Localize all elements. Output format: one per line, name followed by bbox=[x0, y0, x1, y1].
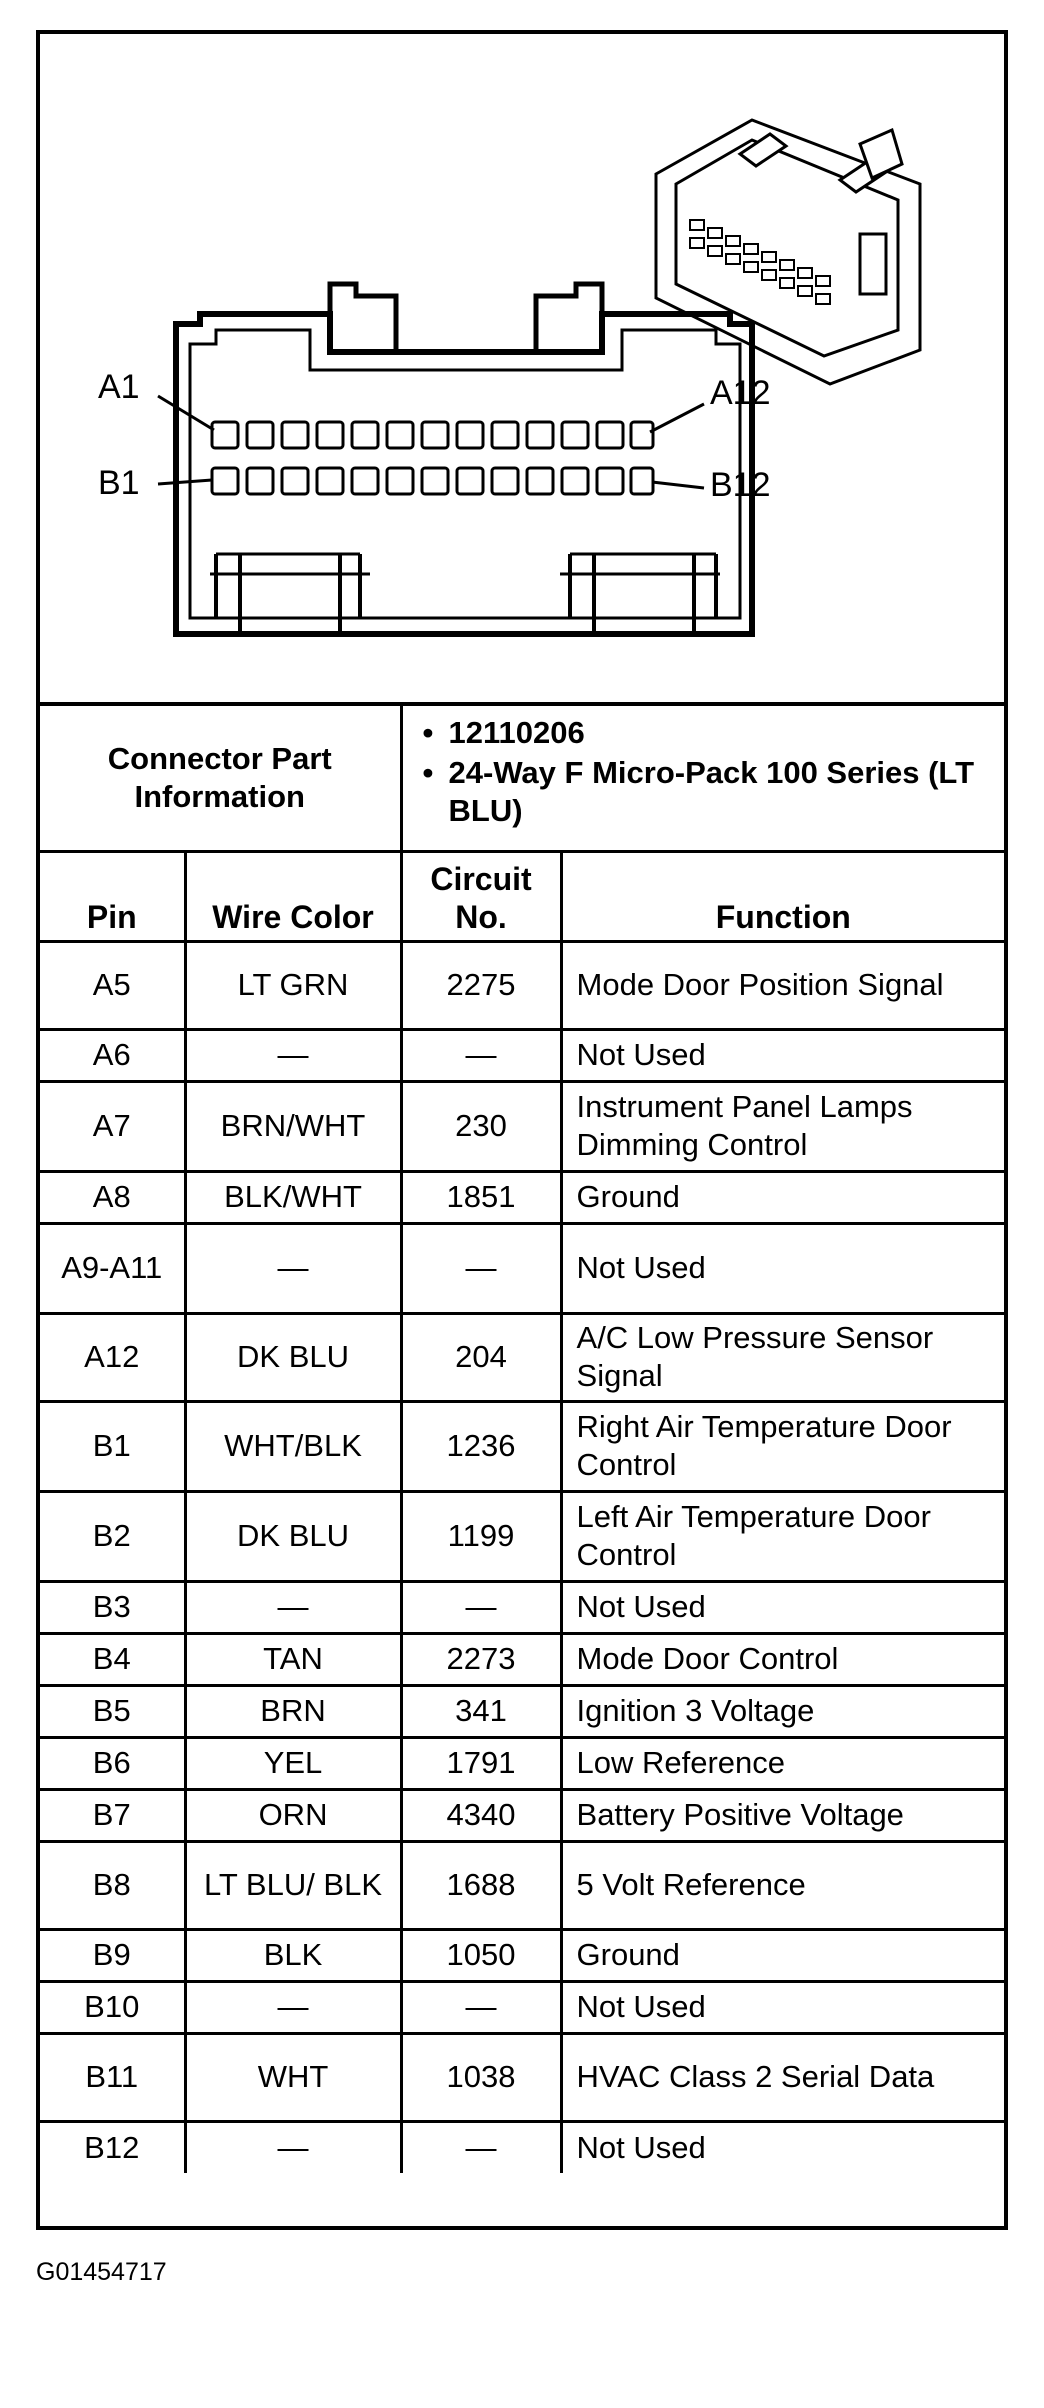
pin-cell: B8 bbox=[40, 1841, 185, 1929]
wire-color-cell: — bbox=[185, 2121, 401, 2173]
pin-label-a1: A1 bbox=[98, 368, 140, 406]
pin-cell: B10 bbox=[40, 1981, 185, 2033]
wire-color-cell: YEL bbox=[185, 1737, 401, 1789]
circuit-cell: 1688 bbox=[401, 1841, 561, 1929]
circuit-cell: 2273 bbox=[401, 1633, 561, 1685]
circuit-cell: 341 bbox=[401, 1685, 561, 1737]
connector-info-list bbox=[401, 706, 1004, 851]
table-row bbox=[40, 1171, 1004, 1223]
connector-face bbox=[176, 284, 752, 634]
table-row bbox=[40, 1581, 1004, 1633]
connector-info-item: • 12110206 bbox=[422, 715, 585, 750]
table-row bbox=[40, 2121, 1004, 2173]
circuit-cell: 1050 bbox=[401, 1929, 561, 1981]
function-cell: Not Used bbox=[561, 1223, 1004, 1313]
pin-cell: A5 bbox=[40, 941, 185, 1029]
connector-diagram bbox=[40, 34, 1004, 706]
pin-cell: B7 bbox=[40, 1789, 185, 1841]
wire-color-cell: LT GRN bbox=[185, 941, 401, 1029]
pin-cell: B9 bbox=[40, 1929, 185, 1981]
pin-label-a12: A12 bbox=[710, 374, 771, 412]
table-row bbox=[40, 1789, 1004, 1841]
function-cell: Ignition 3 Voltage bbox=[561, 1685, 1004, 1737]
pin-label-b12: B12 bbox=[710, 466, 771, 504]
pin-cell: A8 bbox=[40, 1171, 185, 1223]
circuit-cell: — bbox=[401, 1581, 561, 1633]
function-cell: Ground bbox=[561, 1929, 1004, 1981]
function-cell: Not Used bbox=[561, 1581, 1004, 1633]
header-wire-color: Wire Color bbox=[185, 851, 401, 941]
wire-color-cell: — bbox=[185, 1029, 401, 1081]
function-cell: HVAC Class 2 Serial Data bbox=[561, 2033, 1004, 2121]
header-pin: Pin bbox=[40, 851, 185, 941]
wire-color-cell: — bbox=[185, 1981, 401, 2033]
wire-color-cell: WHT bbox=[185, 2033, 401, 2121]
wire-color-cell: BLK/WHT bbox=[185, 1171, 401, 1223]
circuit-cell: 1851 bbox=[401, 1171, 561, 1223]
function-cell: Instrument Panel Lamps Dimming Control bbox=[561, 1081, 1004, 1171]
pin-cell: B4 bbox=[40, 1633, 185, 1685]
function-cell: A/C Low Pressure Sensor Signal bbox=[561, 1313, 1004, 1401]
pin-cell: B11 bbox=[40, 2033, 185, 2121]
wire-color-cell: DK BLU bbox=[185, 1313, 401, 1401]
pin-table bbox=[40, 706, 1004, 2173]
function-cell: Left Air Temperature Door Control bbox=[561, 1491, 1004, 1581]
table-row bbox=[40, 1981, 1004, 2033]
function-cell: Mode Door Control bbox=[561, 1633, 1004, 1685]
pin-cell: B12 bbox=[40, 2121, 185, 2173]
connector-part-number: 12110206 bbox=[448, 715, 585, 750]
circuit-cell: 1791 bbox=[401, 1737, 561, 1789]
circuit-cell: — bbox=[401, 1981, 561, 2033]
pin-cell: A12 bbox=[40, 1313, 185, 1401]
table-row bbox=[40, 1491, 1004, 1581]
connector-info-row bbox=[40, 706, 1004, 851]
function-cell: 5 Volt Reference bbox=[561, 1841, 1004, 1929]
table-row bbox=[40, 2033, 1004, 2121]
wire-color-cell: ORN bbox=[185, 1789, 401, 1841]
table-row bbox=[40, 1081, 1004, 1171]
circuit-cell: 230 bbox=[401, 1081, 561, 1171]
circuit-cell: — bbox=[401, 1223, 561, 1313]
header-circuit-no: Circuit No. bbox=[401, 851, 561, 941]
pin-cell: A9-A11 bbox=[40, 1223, 185, 1313]
circuit-cell: 1236 bbox=[401, 1401, 561, 1491]
table-row bbox=[40, 1841, 1004, 1929]
circuit-cell: — bbox=[401, 1029, 561, 1081]
wire-color-cell: — bbox=[185, 1223, 401, 1313]
table-row bbox=[40, 1313, 1004, 1401]
connector-face-drawing bbox=[40, 34, 1004, 702]
wire-color-cell: DK BLU bbox=[185, 1491, 401, 1581]
circuit-cell: 4340 bbox=[401, 1789, 561, 1841]
pin-cell: B2 bbox=[40, 1491, 185, 1581]
table-row bbox=[40, 941, 1004, 1029]
circuit-cell: 1038 bbox=[401, 2033, 561, 2121]
connector-frame bbox=[36, 30, 1008, 2230]
wire-color-cell: BRN/WHT bbox=[185, 1081, 401, 1171]
connector-isometric-view bbox=[656, 120, 920, 384]
pin-cell: B3 bbox=[40, 1581, 185, 1633]
pin-cell: B5 bbox=[40, 1685, 185, 1737]
wire-color-cell: BLK bbox=[185, 1929, 401, 1981]
function-cell: Not Used bbox=[561, 1029, 1004, 1081]
function-cell: Not Used bbox=[561, 1981, 1004, 2033]
wire-color-cell: TAN bbox=[185, 1633, 401, 1685]
wire-color-cell: WHT/BLK bbox=[185, 1401, 401, 1491]
connector-info-label: Connector Part Information bbox=[40, 706, 401, 851]
function-cell: Not Used bbox=[561, 2121, 1004, 2173]
function-cell: Right Air Temperature Door Control bbox=[561, 1401, 1004, 1491]
circuit-cell: 1199 bbox=[401, 1491, 561, 1581]
table-row bbox=[40, 1029, 1004, 1081]
figure-id: G01454717 bbox=[36, 2258, 167, 2286]
connector-description: 24-Way F Micro-Pack 100 Series (LT BLU) bbox=[448, 755, 975, 828]
table-header-row bbox=[40, 851, 1004, 941]
pin-cell: A7 bbox=[40, 1081, 185, 1171]
circuit-cell: 2275 bbox=[401, 941, 561, 1029]
function-cell: Mode Door Position Signal bbox=[561, 941, 1004, 1029]
table-row bbox=[40, 1929, 1004, 1981]
wire-color-cell: BRN bbox=[185, 1685, 401, 1737]
pin-cell: A6 bbox=[40, 1029, 185, 1081]
table-row bbox=[40, 1401, 1004, 1491]
function-cell: Battery Positive Voltage bbox=[561, 1789, 1004, 1841]
circuit-cell: 204 bbox=[401, 1313, 561, 1401]
pin-cavities bbox=[212, 422, 653, 494]
table-row bbox=[40, 1737, 1004, 1789]
wire-color-cell: LT BLU/ BLK bbox=[185, 1841, 401, 1929]
table-row bbox=[40, 1633, 1004, 1685]
header-function: Function bbox=[561, 851, 1004, 941]
pin-cell: B1 bbox=[40, 1401, 185, 1491]
pin-label-b1: B1 bbox=[98, 464, 140, 502]
function-cell: Ground bbox=[561, 1171, 1004, 1223]
pin-cell: B6 bbox=[40, 1737, 185, 1789]
table-row bbox=[40, 1685, 1004, 1737]
circuit-cell: — bbox=[401, 2121, 561, 2173]
wire-color-cell: — bbox=[185, 1581, 401, 1633]
connector-info-item: • 24-Way F Micro-Pack 100 Series (LT BLU) bbox=[422, 755, 975, 828]
table-row bbox=[40, 1223, 1004, 1313]
function-cell: Low Reference bbox=[561, 1737, 1004, 1789]
